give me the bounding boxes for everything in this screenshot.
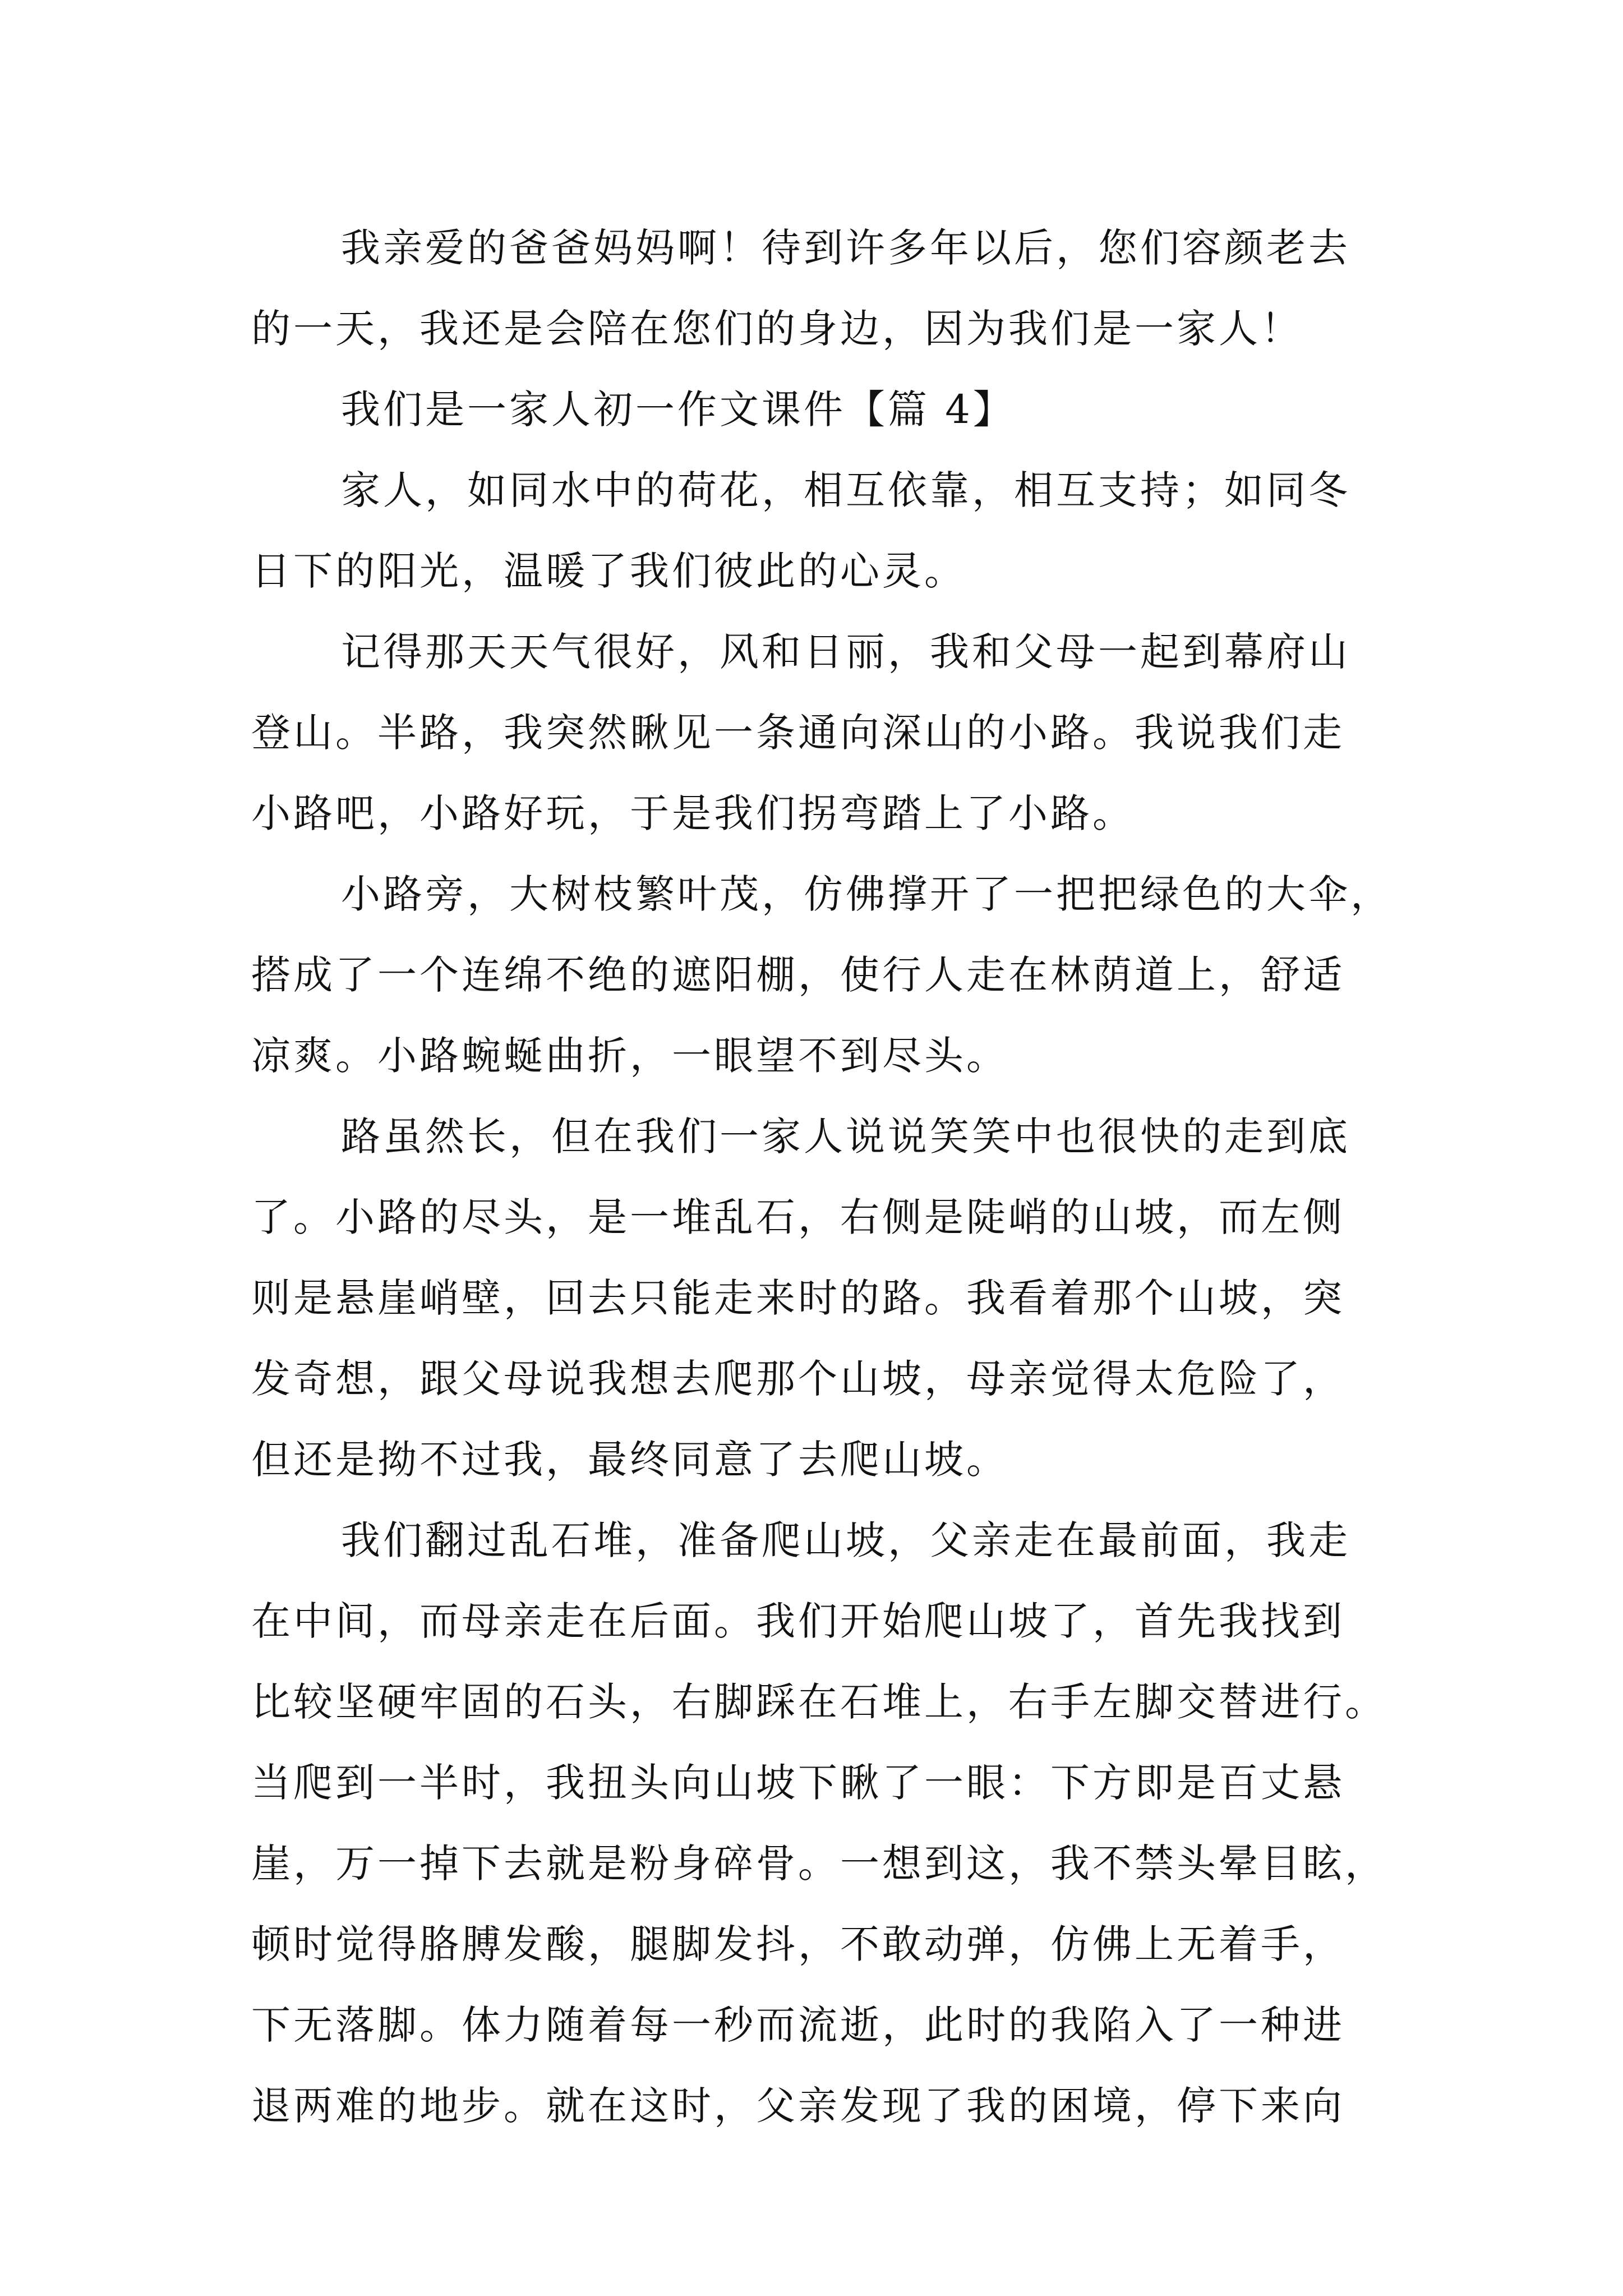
text-line: 搭成了一个连绵不绝的遮阳棚，使行人走在林荫道上，舒适 xyxy=(251,952,1345,998)
text-line: 退两难的地步。就在这时，父亲发现了我的困境，停下来向 xyxy=(251,2083,1345,2129)
text-line: 我亲爱的爸爸妈妈啊！待到许多年以后，您们容颜老去 xyxy=(341,225,1350,271)
text-line: 则是悬崖峭壁，回去只能走来时的路。我看着那个山坡，突 xyxy=(251,1275,1345,1321)
text-line: 的一天，我还是会陪在您们的身边，因为我们是一家人！ xyxy=(251,306,1303,352)
text-line: 下无落脚。体力随着每一秒而流逝，此时的我陷入了一种进 xyxy=(251,2002,1345,2048)
text-line: 顿时觉得胳膊发酸，腿脚发抖，不敢动弹，仿佛上无着手， xyxy=(251,1921,1345,1967)
text-line: 在中间，而母亲走在后面。我们开始爬山坡了，首先我找到 xyxy=(251,1598,1345,1644)
text-line: 比较坚硬牢固的石头，右脚踩在石堆上，右手左脚交替进行。 xyxy=(251,1679,1387,1725)
text-line: 当爬到一半时，我扭头向山坡下瞅了一眼：下方即是百丈悬 xyxy=(251,1760,1345,1806)
text-line: 我们翻过乱石堆，准备爬山坡，父亲走在最前面，我走 xyxy=(341,1517,1350,1563)
text-line: 记得那天天气很好，风和日丽，我和父母一起到幕府山 xyxy=(341,629,1350,675)
text-line: 了。小路的尽头，是一堆乱石，右侧是陡峭的山坡，而左侧 xyxy=(251,1194,1345,1240)
text-line: 小路吧，小路好玩，于是我们拐弯踏上了小路。 xyxy=(251,790,1135,836)
text-line: 崖，万一掉下去就是粉身碎骨。一想到这，我不禁头晕目眩， xyxy=(251,1841,1387,1887)
text-line: 登山。半路，我突然瞅见一条通向深山的小路。我说我们走 xyxy=(251,710,1345,756)
text-line: 家人，如同水中的荷花，相互依靠，相互支持；如同冬 xyxy=(341,467,1350,513)
text-line: 日下的阳光，温暖了我们彼此的心灵。 xyxy=(251,548,966,594)
text-line: 发奇想，跟父母说我想去爬那个山坡，母亲觉得太危险了， xyxy=(251,1356,1345,1402)
text-line: 但还是拗不过我，最终同意了去爬山坡。 xyxy=(251,1437,1008,1483)
text-line: 凉爽。小路蜿蜒曲折，一眼望不到尽头。 xyxy=(251,1033,1008,1079)
document-body xyxy=(251,208,1393,2146)
section-heading: 我们是一家人初一作文课件【篇 4】 xyxy=(341,386,1015,432)
text-line: 小路旁，大树枝繁叶茂，仿佛撑开了一把把绿色的大伞， xyxy=(341,871,1393,917)
text-line: 路虽然长，但在我们一家人说说笑笑中也很快的走到底 xyxy=(341,1114,1350,1159)
